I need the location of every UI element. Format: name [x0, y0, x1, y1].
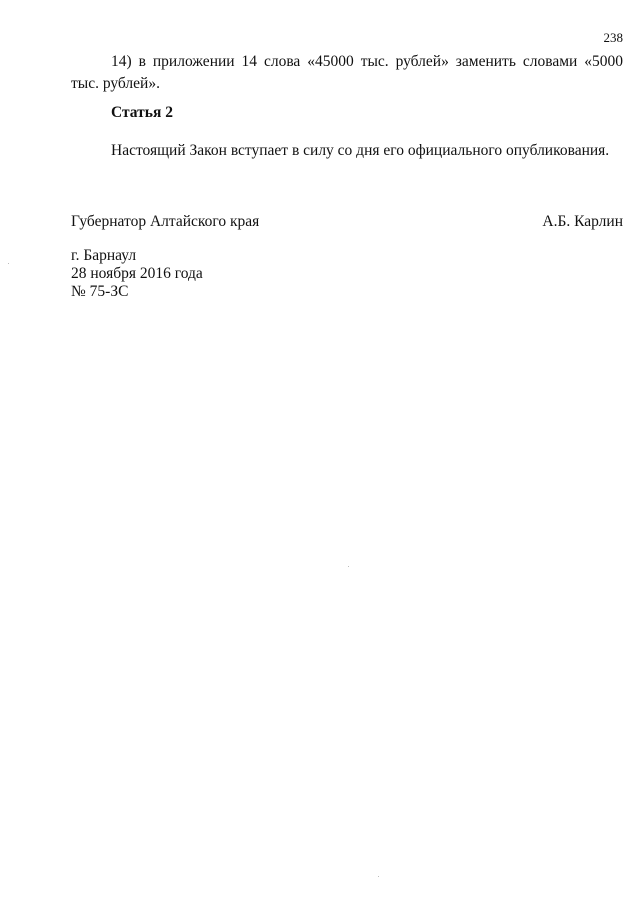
enactment-number: № 75-ЗС	[71, 283, 129, 300]
enactment-city: г. Барнаул	[71, 247, 137, 264]
page-number: 238	[603, 30, 623, 45]
signature-block	[71, 211, 623, 233]
scan-speck	[348, 566, 349, 567]
enactment-date: 28 ноября 2016 года	[71, 265, 203, 282]
enactment-details	[71, 247, 203, 301]
article-body: Настоящий Закон вступает в силу со дня его официального опубликования.	[111, 142, 610, 159]
amendment-paragraph-14: 14) в приложении 14 слова «45000 тыс. рублей» заменить словами «5000 тыс. рублей».	[71, 53, 623, 92]
scan-speck	[8, 263, 9, 264]
signatory-name: А.Б. Карлин	[542, 213, 623, 230]
article-heading: Статья 2	[111, 104, 173, 121]
scan-speck	[378, 876, 379, 877]
signatory-position: Губернатор Алтайского края	[71, 213, 260, 230]
